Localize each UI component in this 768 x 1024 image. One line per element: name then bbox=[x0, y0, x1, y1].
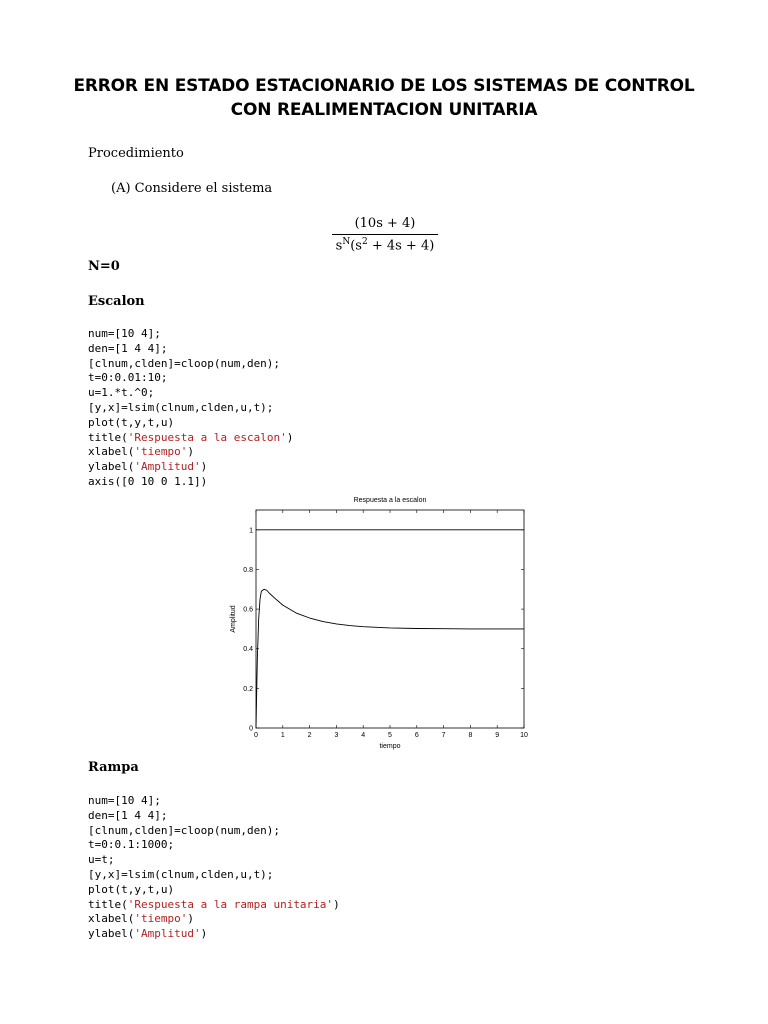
den-base: s bbox=[335, 238, 343, 254]
code-text: axis([0 10 0 1.1]) bbox=[88, 474, 208, 488]
den-close: + 4s + 4) bbox=[367, 238, 435, 254]
formula-numerator: (10s + 4) bbox=[354, 216, 416, 231]
code-text: title( bbox=[88, 430, 128, 444]
x-axis-label: tiempo bbox=[379, 743, 401, 750]
code-line bbox=[88, 898, 340, 913]
y-tick-label: 0 bbox=[249, 725, 253, 733]
y-tick-label: 0.8 bbox=[243, 566, 253, 574]
code-text: plot(t,y,t,u) bbox=[88, 882, 175, 896]
step-response-chart bbox=[220, 490, 540, 755]
code-string: 'Amplitud' bbox=[134, 460, 201, 474]
code-line bbox=[88, 809, 340, 824]
code-text: [clnum,clden]=cloop(num,den); bbox=[88, 356, 281, 370]
x-tick-label: 4 bbox=[361, 732, 366, 739]
den-square: 2 bbox=[361, 237, 368, 247]
code-text: num=[10 4]; bbox=[88, 327, 161, 340]
code-string: 'Amplitud' bbox=[134, 927, 201, 941]
code-text: xlabel( bbox=[88, 912, 135, 926]
y-tick-label: 0.4 bbox=[243, 646, 253, 654]
den-exponent: N bbox=[342, 237, 351, 247]
code-line bbox=[88, 416, 293, 431]
den-open: (s bbox=[350, 238, 362, 254]
considere-text: (A) Considere el sistema bbox=[111, 181, 273, 196]
code-string: 'Respuesta a la escalon' bbox=[127, 430, 287, 444]
code-text: ) bbox=[200, 927, 208, 941]
x-tick-label: 2 bbox=[307, 732, 312, 739]
code-line bbox=[88, 868, 340, 883]
x-tick-label: 7 bbox=[441, 732, 446, 739]
code-line bbox=[88, 853, 340, 868]
code-string: 'Respuesta a la rampa unitaria' bbox=[127, 897, 334, 911]
title-line-1: ERROR EN ESTADO ESTACIONARIO DE LOS SISTEMAS DE CONTROL bbox=[73, 76, 695, 96]
code-text: title( bbox=[88, 897, 128, 911]
chart-svg bbox=[220, 490, 540, 755]
code-text: num=[10 4]; bbox=[88, 794, 161, 807]
rampa-code-block bbox=[88, 794, 340, 942]
x-tick-label: 3 bbox=[334, 732, 339, 739]
code-line bbox=[88, 475, 293, 490]
x-tick-label: 9 bbox=[495, 732, 500, 739]
code-text: ylabel( bbox=[88, 460, 135, 474]
x-tick-label: 10 bbox=[520, 732, 528, 739]
code-line bbox=[88, 342, 293, 357]
escalon-code-block bbox=[88, 327, 293, 490]
y-axis-label: Amplitud bbox=[230, 605, 237, 633]
code-string: 'tiempo' bbox=[134, 912, 188, 926]
n-label: N=0 bbox=[88, 259, 120, 274]
code-text: plot(t,y,t,u) bbox=[88, 415, 175, 429]
code-line bbox=[88, 386, 293, 401]
rampa-heading: Rampa bbox=[88, 760, 139, 775]
code-text: ) bbox=[200, 460, 208, 474]
code-line bbox=[88, 357, 293, 372]
x-tick-label: 1 bbox=[280, 732, 285, 739]
plot-frame bbox=[256, 510, 524, 728]
code-string: 'tiempo' bbox=[134, 445, 188, 459]
code-line bbox=[88, 883, 340, 898]
formula-denominator bbox=[330, 235, 440, 253]
code-text: ) bbox=[333, 897, 340, 911]
x-tick-label: 0 bbox=[254, 732, 258, 739]
series-line-1 bbox=[256, 589, 524, 728]
code-text: [y,x]=lsim(clnum,clden,u,t); bbox=[88, 400, 274, 414]
code-text: ) bbox=[187, 445, 194, 459]
code-text: xlabel( bbox=[88, 445, 135, 459]
x-tick-label: 8 bbox=[468, 732, 473, 739]
escalon-heading: Escalon bbox=[88, 294, 145, 309]
code-text: [y,x]=lsim(clnum,clden,u,t); bbox=[88, 867, 274, 881]
code-text: t=0:0.1:1000; bbox=[88, 838, 175, 852]
code-line bbox=[88, 838, 340, 853]
y-tick-label: 0.6 bbox=[243, 606, 253, 614]
code-text: den=[1 4 4]; bbox=[88, 341, 168, 355]
code-line bbox=[88, 431, 293, 446]
chart-title: Respuesta a la escalon bbox=[353, 497, 427, 504]
transfer-function bbox=[330, 216, 440, 253]
y-tick-label: 1 bbox=[249, 527, 253, 535]
code-line bbox=[88, 445, 293, 460]
title-line-2: CON REALIMENTACION UNITARIA bbox=[230, 100, 538, 120]
code-text: ylabel( bbox=[88, 927, 135, 941]
code-text: [clnum,clden]=cloop(num,den); bbox=[88, 823, 281, 837]
code-line bbox=[88, 401, 293, 416]
code-text: den=[1 4 4]; bbox=[88, 808, 168, 822]
code-line bbox=[88, 824, 340, 839]
code-line bbox=[88, 327, 293, 342]
document-title bbox=[0, 74, 768, 122]
code-text: ) bbox=[286, 430, 294, 444]
code-line bbox=[88, 371, 293, 386]
y-tick-label: 0.2 bbox=[243, 685, 253, 693]
code-line bbox=[88, 912, 340, 927]
code-line bbox=[88, 927, 340, 942]
code-line bbox=[88, 460, 293, 475]
code-text: ) bbox=[187, 912, 194, 926]
x-tick-label: 6 bbox=[414, 732, 419, 739]
x-tick-label: 5 bbox=[388, 732, 392, 739]
code-line bbox=[88, 794, 340, 809]
code-text: t=0:0.01:10; bbox=[88, 371, 168, 385]
code-text: u=1.*t.^0; bbox=[88, 386, 155, 400]
code-text: u=t; bbox=[88, 853, 115, 867]
procedimiento-label: Procedimiento bbox=[88, 146, 184, 161]
